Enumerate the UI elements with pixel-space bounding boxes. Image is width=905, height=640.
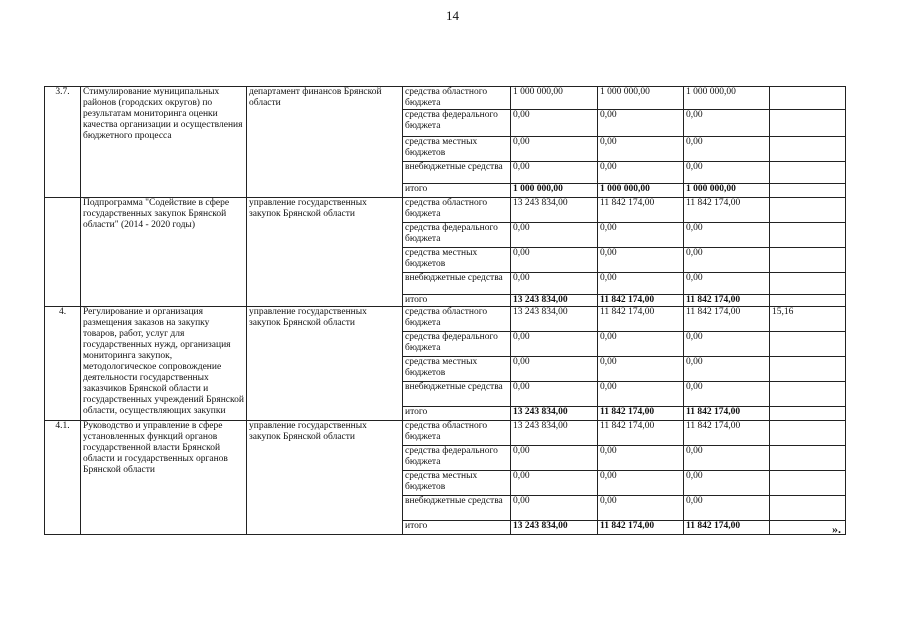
value-col-1: 13 243 834,00	[511, 407, 598, 421]
value-col-2: 0,00	[598, 110, 684, 137]
value-col-1: 0,00	[511, 273, 598, 295]
value-col-3: 11 842 174,00	[684, 198, 770, 223]
value-col-3: 0,00	[684, 110, 770, 137]
value-col-1: 0,00	[511, 248, 598, 273]
value-col-2: 11 842 174,00	[598, 421, 684, 446]
value-col-1: 0,00	[511, 471, 598, 496]
indicator-ref	[770, 471, 846, 496]
value-col-2: 0,00	[598, 248, 684, 273]
value-col-1: 0,00	[511, 496, 598, 521]
funding-source: средства федерального бюджета	[403, 446, 511, 471]
value-col-1: 0,00	[511, 110, 598, 137]
funding-source: средства областного бюджета	[403, 307, 511, 332]
measure-executor: управление государственных закупок Брянской области	[247, 307, 403, 421]
funding-source: средства местных бюджетов	[403, 137, 511, 162]
funding-source: средства местных бюджетов	[403, 248, 511, 273]
measure-name: Подпрограмма "Содействие в сфере государственных закупок Брянской области" (2014 - 2020 годы)	[81, 198, 247, 307]
value-col-2: 0,00	[598, 382, 684, 407]
value-col-2: 1 000 000,00	[598, 87, 684, 110]
value-col-2: 0,00	[598, 357, 684, 382]
indicator-ref	[770, 87, 846, 110]
value-col-1: 0,00	[511, 332, 598, 357]
value-col-1: 13 243 834,00	[511, 421, 598, 446]
funding-source: средства федерального бюджета	[403, 332, 511, 357]
measure-name: Стимулирование муниципальных районов (городских округов) по результатам мониторинга оценки качества организации и осуществления бюджетного процесса	[81, 87, 247, 198]
value-col-1: 0,00	[511, 446, 598, 471]
funding-source: внебюджетные средства	[403, 162, 511, 184]
table-row	[45, 421, 846, 446]
value-col-3: 0,00	[684, 137, 770, 162]
value-col-1: 1 000 000,00	[511, 87, 598, 110]
funding-source: средства областного бюджета	[403, 198, 511, 223]
indicator-ref	[770, 496, 846, 521]
measure-executor: департамент финансов Брянской области	[247, 87, 403, 198]
budget-table-body	[45, 87, 846, 535]
value-col-2: 11 842 174,00	[598, 198, 684, 223]
value-col-2: 0,00	[598, 273, 684, 295]
value-col-3: 0,00	[684, 446, 770, 471]
value-col-1: 0,00	[511, 137, 598, 162]
funding-source: средства областного бюджета	[403, 421, 511, 446]
value-col-2: 0,00	[598, 496, 684, 521]
value-col-3: 1 000 000,00	[684, 87, 770, 110]
funding-source: внебюджетные средства	[403, 382, 511, 407]
indicator-ref: 15,16	[770, 307, 846, 332]
measure-executor: управление государственных закупок Брянской области	[247, 198, 403, 307]
funding-source: итого	[403, 521, 511, 535]
indicator-ref	[770, 521, 846, 535]
funding-source: итого	[403, 184, 511, 198]
budget-table	[44, 86, 846, 535]
value-col-2: 11 842 174,00	[598, 307, 684, 332]
value-col-1: 13 243 834,00	[511, 307, 598, 332]
value-col-1: 13 243 834,00	[511, 198, 598, 223]
value-col-3: 0,00	[684, 471, 770, 496]
measure-executor: управление государственных закупок Брянской области	[247, 421, 403, 535]
indicator-ref	[770, 137, 846, 162]
indicator-ref	[770, 162, 846, 184]
indicator-ref	[770, 421, 846, 446]
indicator-ref	[770, 382, 846, 407]
indicator-ref	[770, 184, 846, 198]
value-col-3: 11 842 174,00	[684, 407, 770, 421]
indicator-ref	[770, 223, 846, 248]
measure-number: 4.1.	[45, 421, 81, 535]
value-col-1: 0,00	[511, 382, 598, 407]
value-col-3: 11 842 174,00	[684, 521, 770, 535]
indicator-ref	[770, 248, 846, 273]
value-col-3: 0,00	[684, 382, 770, 407]
funding-source: внебюджетные средства	[403, 496, 511, 521]
value-col-3: 0,00	[684, 496, 770, 521]
closing-quote-mark: ».	[832, 522, 841, 535]
table-row	[45, 87, 846, 110]
measure-name: Регулирование и организация размещения заказов на закупку товаров, работ, услуг для государственных нужд, организация мониторинга закупок, методологическое сопровождение деятельности государственных заказчиков Брянской области и государственных учреждений Брянской области, осуществляющих закупки	[81, 307, 247, 421]
indicator-ref	[770, 273, 846, 295]
table-row	[45, 198, 846, 223]
value-col-2: 0,00	[598, 446, 684, 471]
indicator-ref	[770, 357, 846, 382]
funding-source: средства местных бюджетов	[403, 357, 511, 382]
value-col-2: 11 842 174,00	[598, 295, 684, 307]
page-number: 14	[446, 8, 459, 23]
indicator-ref	[770, 446, 846, 471]
value-col-1: 13 243 834,00	[511, 521, 598, 535]
measure-number	[45, 198, 81, 307]
value-col-2: 0,00	[598, 471, 684, 496]
value-col-2: 11 842 174,00	[598, 407, 684, 421]
value-col-3: 11 842 174,00	[684, 295, 770, 307]
value-col-2: 0,00	[598, 223, 684, 248]
indicator-ref	[770, 295, 846, 307]
value-col-3: 1 000 000,00	[684, 184, 770, 198]
measure-number: 4.	[45, 307, 81, 421]
indicator-ref	[770, 407, 846, 421]
value-col-3: 0,00	[684, 223, 770, 248]
value-col-1: 0,00	[511, 223, 598, 248]
value-col-3: 0,00	[684, 248, 770, 273]
measure-number: 3.7.	[45, 87, 81, 198]
value-col-3: 11 842 174,00	[684, 307, 770, 332]
funding-source: средства местных бюджетов	[403, 471, 511, 496]
value-col-3: 11 842 174,00	[684, 421, 770, 446]
funding-source: средства федерального бюджета	[403, 110, 511, 137]
value-col-2: 11 842 174,00	[598, 521, 684, 535]
value-col-1: 0,00	[511, 162, 598, 184]
value-col-1: 1 000 000,00	[511, 184, 598, 198]
funding-source: средства федерального бюджета	[403, 223, 511, 248]
funding-source: средства областного бюджета	[403, 87, 511, 110]
value-col-3: 0,00	[684, 162, 770, 184]
value-col-2: 1 000 000,00	[598, 184, 684, 198]
indicator-ref	[770, 198, 846, 223]
value-col-2: 0,00	[598, 332, 684, 357]
indicator-ref	[770, 332, 846, 357]
value-col-2: 0,00	[598, 162, 684, 184]
value-col-1: 13 243 834,00	[511, 295, 598, 307]
table-row	[45, 307, 846, 332]
value-col-3: 0,00	[684, 332, 770, 357]
value-col-3: 0,00	[684, 357, 770, 382]
measure-name: Руководство и управление в сфере установленных функций органов государственной власти Брянской области и государственных органов Брянской области	[81, 421, 247, 535]
value-col-1: 0,00	[511, 357, 598, 382]
value-col-2: 0,00	[598, 137, 684, 162]
funding-source: внебюджетные средства	[403, 273, 511, 295]
funding-source: итого	[403, 295, 511, 307]
value-col-3: 0,00	[684, 273, 770, 295]
funding-source: итого	[403, 407, 511, 421]
indicator-ref	[770, 110, 846, 137]
